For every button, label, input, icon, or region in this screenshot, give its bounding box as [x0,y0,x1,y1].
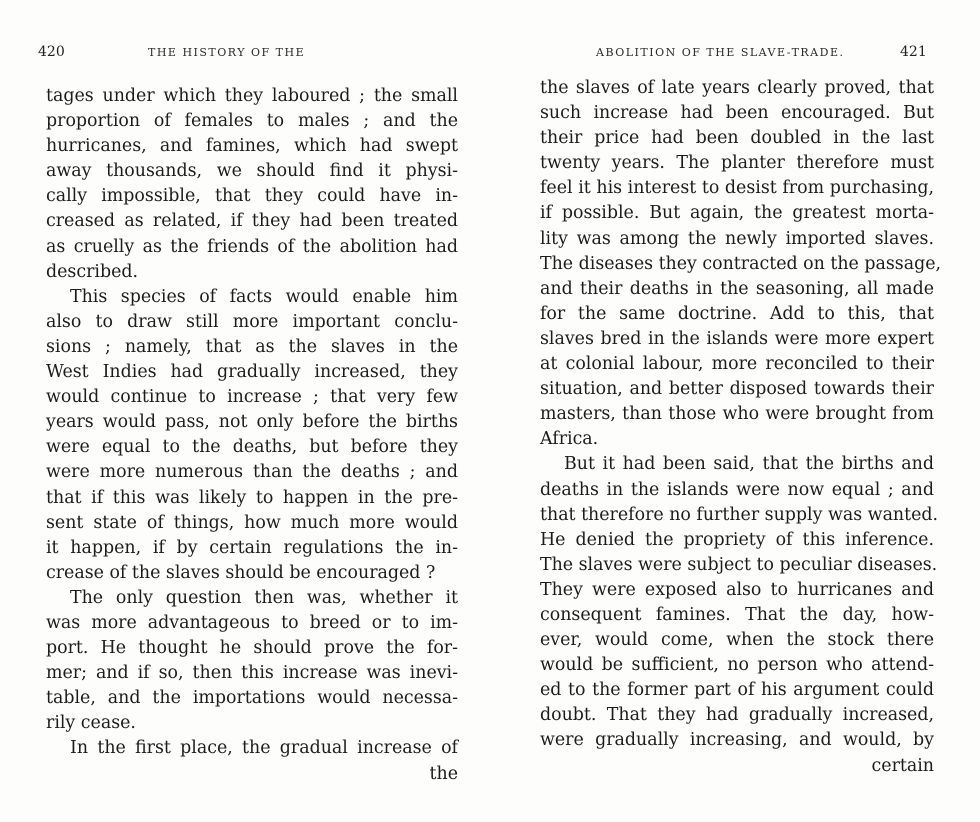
text-line: rily cease. [46,713,136,734]
text-line: feel it his interest to desist from purchasing, [540,178,934,199]
text-line: away thousands, we should find it physi- [46,161,458,182]
text-line: for the same doctrine. Add to this, that [540,303,934,324]
text-line: ever, would come, when the stock there [540,630,934,651]
text-line: that therefore no further supply was wanted. [540,504,939,525]
text-line: This species of facts would enable him [70,286,458,307]
text-line: hurricanes, and famines, which had swept [46,136,458,157]
text-line: their price had been doubled in the last [540,128,934,149]
text-line: that if this was likely to happen in the pre- [46,487,458,508]
text-line: and their deaths in the seasoning, all made [540,278,934,299]
text-line: They were exposed also to hurricanes and [540,579,934,600]
text-line: twenty years. The planter therefore must [540,153,934,174]
text-line: as cruelly as the friends of the abolition had [46,236,458,257]
text-line: The slaves were subject to peculiar diseases. [540,554,938,575]
text-line: were more numerous than the deaths ; and [46,462,458,483]
text-line: tages under which they laboured ; the small [46,86,458,106]
text-line: But it had been said, that the births and [564,454,934,475]
text-line: cally impossible, that they could have in- [46,186,458,207]
text-line: would continue to increase ; that very few [46,387,458,408]
text-line: The only question then was, whether it [70,587,458,608]
text-line: situation, and better disposed towards their [540,379,934,400]
text-line: it happen, if by certain regulations the in- [46,537,458,558]
text-line: In the first place, the gradual increase of [70,738,458,759]
text-line: also to draw still more important conclu- [46,311,458,332]
right-page [490,0,980,822]
page-number-left: 420 [38,44,65,60]
text-line: the slaves of late years clearly proved, that [540,78,934,98]
page-number-right: 421 [900,44,927,60]
text-line: port. He thought he should prove the for- [46,638,458,659]
text-line: described. [46,261,139,282]
catchword-right: certain [871,755,934,776]
text-line: sions ; namely, that as the slaves in the [46,336,458,357]
text-line: doubt. That they had gradually increased, [540,705,934,726]
text-line: proportion of females to males ; and the [46,111,458,132]
text-line: ed to the former part of his argument could [540,680,934,701]
text-line: He denied the propriety of this inference. [540,529,934,550]
text-line: was more advantageous to breed or to im- [46,612,458,633]
text-line: deaths in the islands were now equal ; and [540,479,934,500]
left-page-text [46,84,458,787]
text-line: years would pass, not only before the births [46,412,458,433]
text-line: table, and the importations would necessa- [46,688,458,709]
text-line: sent state of things, how much more would [46,512,458,533]
text-line: creased as related, if they had been treated [46,211,458,232]
text-line: if possible. But again, the greatest morta- [540,203,934,224]
text-line: West Indies had gradually increased, they [46,362,458,383]
text-line: masters, than those who were brought from [540,404,934,425]
text-line: Africa. [540,429,599,450]
text-line: mer; and if so, then this increase was inevi- [46,663,458,684]
text-line: lity was among the newly imported slaves. [540,228,934,249]
running-head-right: ABOLITION OF THE SLAVE-TRADE. [596,46,845,59]
text-line: would be sufficient, no person who attend- [540,655,934,676]
text-line: were equal to the deaths, but before they [46,437,458,458]
right-page-text [540,76,942,779]
catchword-left: the [429,763,458,784]
text-line: were gradually increasing, and would, by [540,730,934,751]
text-line: slaves bred in the islands were more expert [540,328,934,349]
running-head-left: THE HISTORY OF THE [148,46,306,59]
text-line: The diseases they contracted on the passage, [540,253,942,274]
text-line: crease of the slaves should be encouraged ? [46,562,436,583]
text-line: consequent famines. That the day, how- [540,604,934,625]
text-line: at colonial labour, more reconciled to their [540,354,934,375]
text-line: such increase had been encouraged. But [540,103,934,124]
